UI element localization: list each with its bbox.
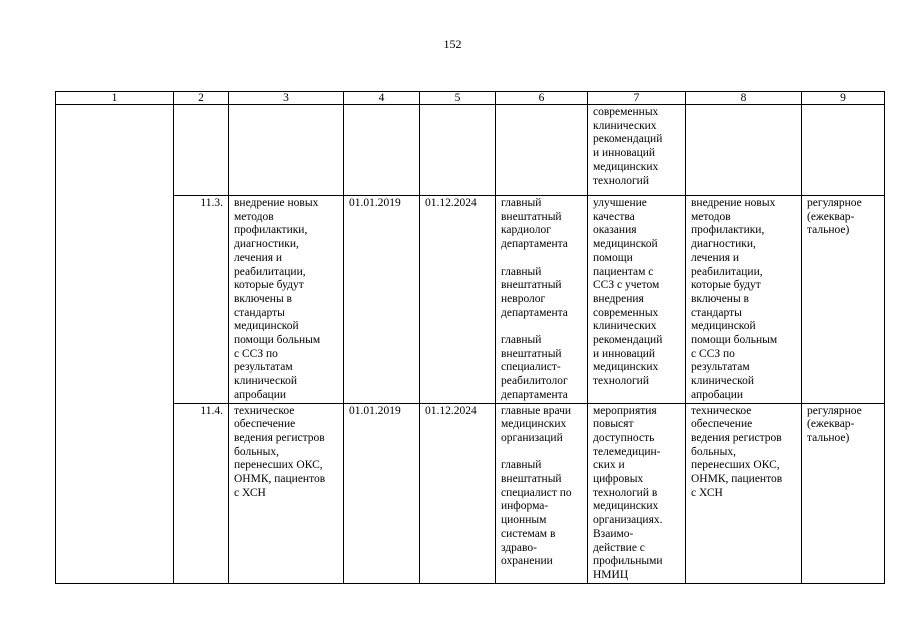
item-number: 11.4. xyxy=(174,403,229,583)
periodicity-cell: регулярное (ежеквар- тальное) xyxy=(802,196,885,404)
empty-cell xyxy=(686,105,802,196)
plan-table xyxy=(55,91,885,584)
table-row-11-4 xyxy=(56,403,885,583)
indicator-cell: внедрение новых методов профилактики, диагностики, лечения и реабилитации, которые будут включены в стандарты медицинской помощи больным с ССЗ по результатам клинической апробации xyxy=(686,196,802,404)
responsible-cell xyxy=(496,403,588,583)
indicator-cell: техническое обеспечение ведения регистров больных, перенесших ОКС, ОНМК, пациентов с ХСН xyxy=(686,403,802,583)
event-cell: внедрение новых методов профилактики, диагностики, лечения и реабилитации, которые будут включены в стандарты медицинской помощи больным с ССЗ по результатам клинической апробации xyxy=(229,196,344,404)
empty-cell xyxy=(229,105,344,196)
column-header: 3 xyxy=(229,92,344,105)
page-number: 152 xyxy=(443,37,462,51)
responsible-entry: главный внештатный специалист по информа- ционным системам в здраво- охранении xyxy=(501,459,572,568)
event-cell: техническое обеспечение ведения регистров больных, перенесших ОКС, ОНМК, пациентов с ХСН xyxy=(229,403,344,583)
column-header: 4 xyxy=(344,92,420,105)
column-header: 5 xyxy=(420,92,496,105)
result-cell: мероприятия повысят доступность телемедицин- ских и цифровых технологий в медицинских организациях. Взаимо- действие с профильными НМИЦ xyxy=(588,403,686,583)
result-cell: современных клинических рекомендаций и инноваций медицинских технологий xyxy=(588,105,686,196)
column-header: 6 xyxy=(496,92,588,105)
table-row-continuation xyxy=(56,105,885,196)
result-cell: улучшение качества оказания медицинской помощи пациентам с ССЗ с учетом внедрения современных клинических рекомендаций и инноваций медицинских технологий xyxy=(588,196,686,404)
responsible-entry: главный внештатный специалист- реабилитолог департамента xyxy=(501,334,568,401)
column-header: 8 xyxy=(686,92,802,105)
empty-cell xyxy=(802,105,885,196)
responsible-entry: главный внештатный невролог департамента xyxy=(501,265,568,319)
table-row-11-3 xyxy=(56,196,885,404)
responsible-entry: главный внештатный кардиолог департамента xyxy=(501,197,568,251)
empty-cell xyxy=(344,105,420,196)
responsible-entry: главные врачи медицинских организаций xyxy=(501,404,572,444)
end-date-cell: 01.12.2024 xyxy=(420,403,496,583)
section-cell xyxy=(56,105,174,584)
periodicity-cell: регулярное (ежеквар- тальное) xyxy=(802,403,885,583)
item-number: 11.3. xyxy=(174,196,229,404)
start-date-cell: 01.01.2019 xyxy=(344,196,420,404)
end-date-cell: 01.12.2024 xyxy=(420,196,496,404)
column-header: 9 xyxy=(802,92,885,105)
empty-cell xyxy=(420,105,496,196)
responsible-cell xyxy=(496,196,588,404)
column-number-row xyxy=(56,92,885,105)
column-header: 1 xyxy=(56,92,174,105)
column-header: 7 xyxy=(588,92,686,105)
empty-cell xyxy=(496,105,588,196)
empty-cell xyxy=(174,105,229,196)
column-header: 2 xyxy=(174,92,229,105)
start-date-cell: 01.01.2019 xyxy=(344,403,420,583)
